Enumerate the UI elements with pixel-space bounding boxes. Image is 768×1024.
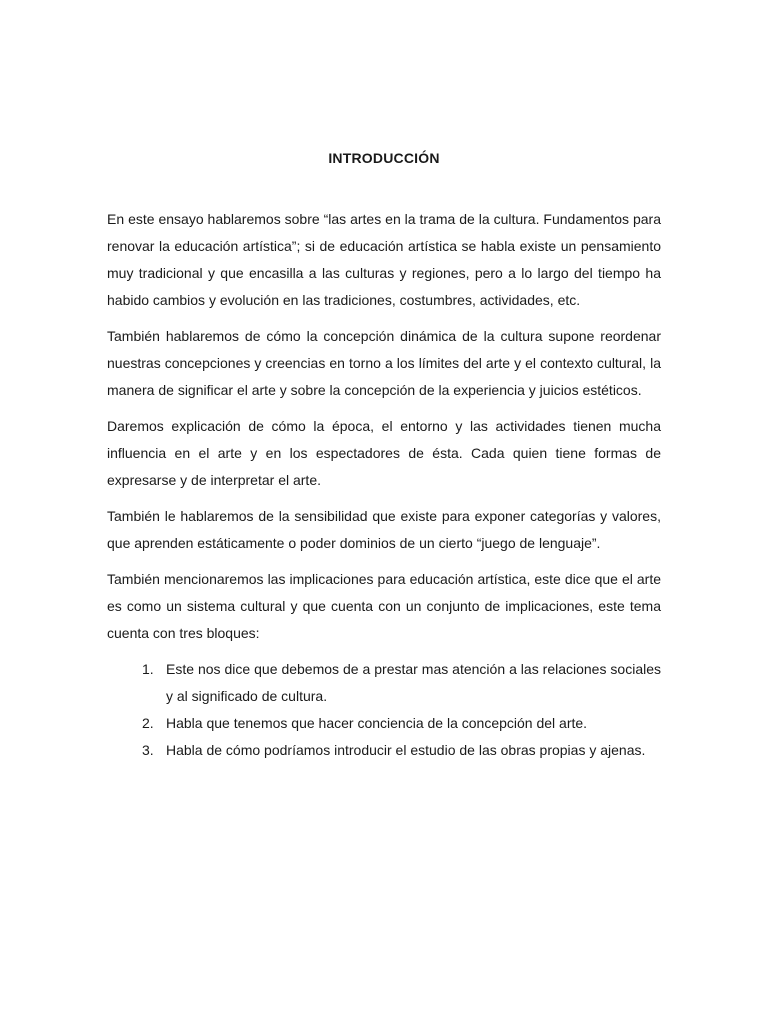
page-title: INTRODUCCIÓN — [328, 150, 440, 166]
numbered-list — [107, 656, 661, 764]
list-item-text: Habla que tenemos que hacer conciencia de la concepción del arte. — [166, 715, 588, 731]
list-item — [107, 656, 661, 710]
list-item — [107, 710, 661, 737]
paragraph: Daremos explicación de cómo la época, el entorno y las actividades tienen mucha influencia en el arte y en los espectadores de ésta. Cada quien tiene formas de expresarse y de interpretar el arte. — [107, 418, 661, 488]
list-item-text: Este nos dice que debemos de a prestar mas atención a las relaciones sociales y al significado de cultura. — [166, 661, 661, 704]
list-item-text: Habla de cómo podríamos introducir el estudio de las obras propias y ajenas. — [166, 742, 646, 758]
paragraph: En este ensayo hablaremos sobre “las artes en la trama de la cultura. Fundamentos para renovar la educación artística”; si de educación artística se habla existe un pensamiento muy tradicional y que encasilla a las culturas y regiones, pero a lo largo del tiempo ha habido cambios y evolución en las tradiciones, costumbres, actividades, etc. — [107, 211, 661, 308]
list-item-number: 1. — [142, 661, 154, 677]
list-item — [107, 737, 661, 764]
paragraph: También hablaremos de cómo la concepción dinámica de la cultura supone reordenar nuestras concepciones y creencias en torno a los límites del arte y el contexto cultural, la manera de significar el arte y sobre la concepción de la experiencia y juicios estéticos. — [107, 328, 661, 398]
list-item-number: 3. — [142, 742, 154, 758]
paragraph: También mencionaremos las implicaciones para educación artística, este dice que el arte es como un sistema cultural y que cuenta con un conjunto de implicaciones, este tema cuenta con tres bloques: — [107, 571, 661, 641]
list-item-number: 2. — [142, 715, 154, 731]
paragraph: También le hablaremos de la sensibilidad que existe para exponer categorías y valores, que aprenden estáticamente o poder dominios de un cierto “juego de lenguaje”. — [107, 508, 661, 551]
